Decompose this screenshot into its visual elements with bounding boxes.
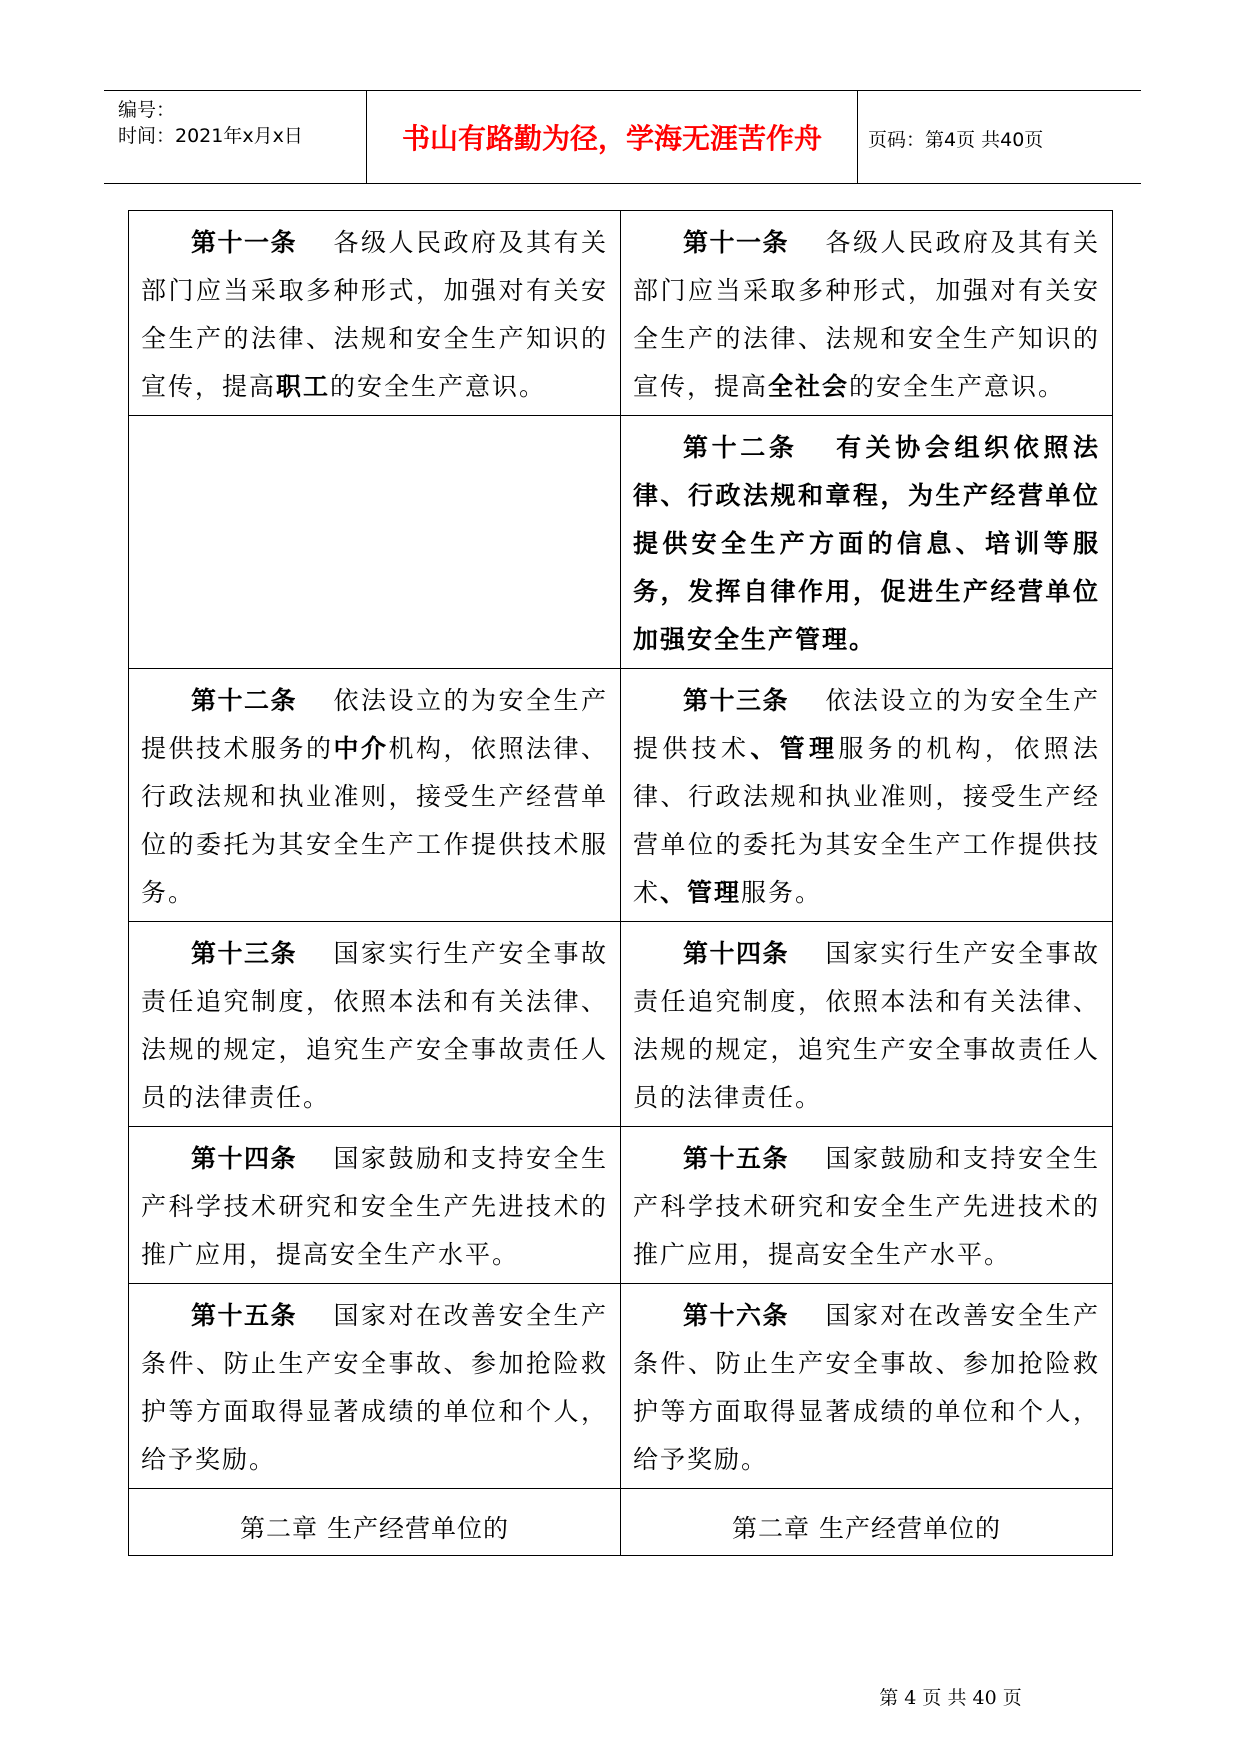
page-header: [104, 90, 1141, 184]
old-text-cell-empty: [129, 416, 621, 669]
header-meta-cell: [104, 91, 366, 183]
new-text-cell: [621, 211, 1113, 416]
article-text: 国家实行生产安全事故责任追究制度，依照本法和有关法律、法规的规定，追究生产安全事故责任人员的法律责任。: [633, 939, 1100, 1112]
table-row: [129, 416, 1113, 669]
new-text-cell: [621, 1284, 1113, 1489]
article-number: 第十五条: [191, 1301, 297, 1330]
new-text-cell: [621, 416, 1113, 669]
article-text: 机构，依照法律、行政法规和执业准则，接受生产经营单位的委托为其安全生产工作提供技术服务。: [141, 734, 608, 907]
article-text: 的安全生产意识。: [330, 372, 547, 401]
header-page-cell: [856, 91, 1141, 183]
article-number: 第十三条: [683, 686, 789, 715]
article-text: 依法设立的为安全生产提供技术: [633, 686, 1100, 763]
article-number: 第十三条: [191, 939, 297, 968]
changed-text: 中介: [333, 734, 389, 763]
header-page-info: 页码：第4页 共40页: [868, 129, 1044, 151]
changed-text: 全社会: [768, 372, 850, 401]
new-text-cell: [621, 1127, 1113, 1284]
page-footer: [0, 1683, 1241, 1710]
article-text: 有关协会组织依照法律、行政法规和章程，为生产经营单位提供安全生产方面的信息、培训等服务，发挥自律作用，促进生产经营单位加强安全生产管理。: [633, 433, 1100, 654]
new-text-cell: [621, 669, 1113, 922]
article-number: 第十五条: [683, 1144, 789, 1173]
article-number: 第十一条: [683, 228, 789, 257]
table-row: [129, 922, 1113, 1127]
article-number: 第十四条: [683, 939, 789, 968]
article-number: 第十二条: [191, 686, 297, 715]
table-row: [129, 1284, 1113, 1489]
changed-text: 职工: [276, 372, 331, 401]
document-time-label: 时间：2021年x月x日: [118, 125, 303, 147]
article-text: 各级人民政府及其有关部门应当采取多种形式，加强对有关安全生产的法律、法规和安全生产知识的宣传，提高: [633, 228, 1100, 401]
old-text-cell: [129, 922, 621, 1127]
old-text-cell: [129, 1127, 621, 1284]
chapter-title: 第二章 生产经营单位的: [240, 1514, 509, 1543]
article-text: 服务。: [741, 878, 823, 907]
article-number: 第十二条: [683, 433, 798, 462]
article-text: 国家鼓励和支持安全生产科学技术研究和安全生产先进技术的推广应用，提高安全生产水平。: [141, 1144, 608, 1269]
new-text-cell: [621, 922, 1113, 1127]
article-text: 国家对在改善安全生产条件、防止生产安全事故、参加抢险救护等方面取得显著成绩的单位和个人，给予奖励。: [633, 1301, 1100, 1474]
chapter-title: 第二章 生产经营单位的: [732, 1514, 1001, 1543]
changed-text: 、管理: [660, 878, 742, 907]
article-text: 依法设立的为安全生产提供技术服务的: [141, 686, 608, 763]
article-text: 各级人民政府及其有关部门应当采取多种形式，加强对有关安全生产的法律、法规和安全生产知识的宣传，提高: [141, 228, 608, 401]
footer-page-number: 第 4 页 共 40 页: [879, 1687, 1022, 1709]
article-number: 第十四条: [191, 1144, 297, 1173]
article-text: 国家实行生产安全事故责任追究制度，依照本法和有关法律、法规的规定，追究生产安全事故责任人员的法律责任。: [141, 939, 608, 1112]
document-code-label: 编号：: [118, 99, 176, 121]
table-row: [129, 1127, 1113, 1284]
article-number: 第十六条: [683, 1301, 789, 1330]
table-row: [129, 1489, 1113, 1556]
article-text: 国家鼓励和支持安全生产科学技术研究和安全生产先进技术的推广应用，提高安全生产水平。: [633, 1144, 1100, 1269]
article-number: 第十一条: [191, 228, 297, 257]
table-row: [129, 211, 1113, 416]
table-row: [129, 669, 1113, 922]
article-text: 国家对在改善安全生产条件、防止生产安全事故、参加抢险救护等方面取得显著成绩的单位和个人，给予奖励。: [141, 1301, 608, 1474]
article-text: 服务的机构，依照法律、行政法规和执业准则，接受生产经营单位的委托为其安全生产工作提供技术: [633, 734, 1100, 907]
old-text-cell: [129, 1284, 621, 1489]
comparison-table: [128, 210, 1113, 1556]
article-text: 的安全生产意识。: [849, 372, 1066, 401]
header-motto: 书山有路勤为径，学海无涯苦作舟: [401, 122, 822, 155]
old-text-cell: [129, 211, 621, 416]
chapter-heading-old: [129, 1489, 621, 1556]
old-text-cell: [129, 669, 621, 922]
header-motto-cell: [366, 91, 858, 183]
chapter-heading-new: [621, 1489, 1113, 1556]
changed-text: 、管理: [750, 734, 839, 763]
